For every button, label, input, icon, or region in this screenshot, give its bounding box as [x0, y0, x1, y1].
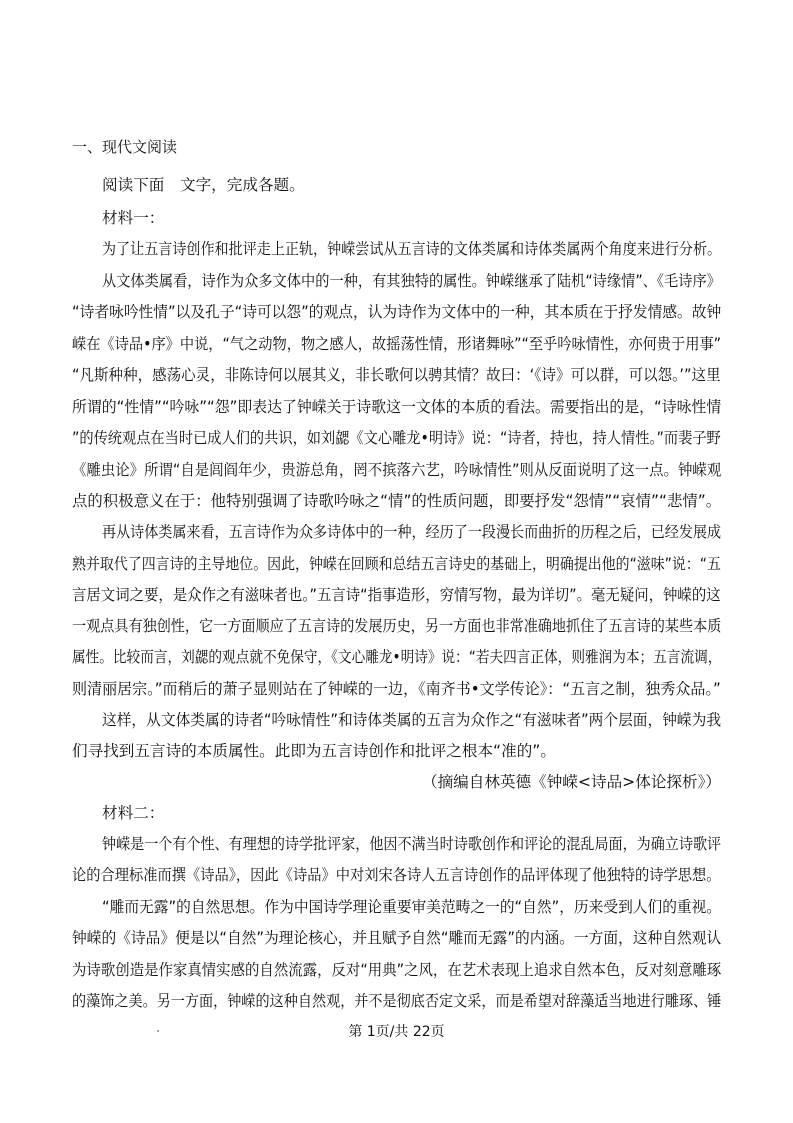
source-citation: （摘编自林英德《钟嵘<诗品>体论探析》） [421, 773, 721, 791]
paragraph-line: “雕而无露”的自然思想。作为中国诗学理论重要审美范畴之一的“自然”，历来受到人们的重视。 [102, 898, 722, 916]
paragraph-line: 这样，从文体类属的诗者“吟咏情性”和诗体类属的五言为众作之“有滋味者”两个层面，钟嵘为我 [102, 711, 722, 729]
paragraph-line: 论的合理标准而撰《诗品》，因此《诗品》中对刘宋各诗人五言诗创作的品评体现了他独特的诗学思想。 [72, 866, 721, 884]
paragraph-line: 《雕虫论》所谓“自是闾阎年少，贵游总角，罔不摈落六艺，吟咏情性”则从反面说明了这一点。钟嵘观 [72, 461, 722, 479]
paragraph-line: 为诗歌创造是作家真情实感的自然流露，反对“用典”之风，在艺术表现上追求自然本色，反对刻意雕琢 [72, 961, 722, 979]
paragraph-line: ”的传统观点在当时已成人们的共识，如刘勰《文心雕龙•明诗》说：“诗者，持也，持人情性。”而裴子野 [72, 429, 721, 447]
paragraph-line: 钟嵘是一个有个性、有理想的诗学批评家，他因不满当时诗歌创作和评论的混乱局面，为确立诗歌评 [102, 835, 722, 853]
paragraph-line: “诗者咏吟性情”以及孔子“诗可以怨”的观点，认为诗作为文体中的一种，其本质在于抒发情感。故钟 [72, 303, 722, 321]
paragraph-line: 再从诗体类属来看，五言诗作为众多诗体中的一种，经历了一段漫长而曲折的历程之后，已经发展成 [102, 523, 722, 541]
material-one-label: 材料一： [102, 209, 165, 227]
paragraph-line: 为了让五言诗创作和批评走上正轨，钟嵘尝试从五言诗的文体类属和诗体类属两个角度来进行分析。 [102, 240, 722, 258]
paragraph-line: 一观点具有独创性，它一方面顺应了五言诗的发展历史，另一方面也非常准确地抓住了五言诗的某些本质 [72, 617, 722, 635]
paragraph-line: 属性。比较而言，刘勰的观点就不免保守，《文心雕龙•明诗》说：“若夫四言正体，则雅润为本；五言流调， [72, 648, 722, 666]
section-heading: 一、现代文阅读 [72, 138, 178, 156]
paragraph-line: 嵘在《诗品•序》中说，“气之动物，物之感人，故摇荡性情，形诸舞咏”“至乎吟咏情性，亦何贵于用事” [72, 335, 722, 353]
paragraph-line: 的藻饰之美。另一方面，钟嵘的这种自然观，并不是彻底否定文采，而是希望对辞藻适当地进行雕琢、锤 [72, 992, 722, 1010]
paragraph-line: 所谓的“性情”“吟咏”“怨”即表达了钟嵘关于诗歌这一文体的本质的看法。需要指出的是，“诗咏性情 [72, 398, 722, 416]
paragraph-line: 则清丽居宗。”而稍后的萧子显则站在了钟嵘的一边，《南齐书•文学传论》：“五言之制，独秀众品。” [72, 680, 721, 698]
page-footer: 第 1页/共 22页 [348, 1024, 445, 1040]
paragraph-line: 钟嵘的《诗品》便是以“自然”为理论核心，并且赋予自然“雕而无露”的内涵。一方面，这种自然观认 [72, 929, 722, 947]
paragraph-line: “凡斯种种，感荡心灵，非陈诗何以展其义，非长歌何以骋其情？故曰：‘《诗》可以群，可以怨。’”这里 [72, 366, 721, 384]
paragraph-line: 熟并取代了四言诗的主导地位。因此，钟嵘在回顾和总结五言诗史的基础上，明确提出他的“滋味”说：“五 [72, 555, 721, 573]
paragraph-line: 从文体类属看，诗作为众多文体中的一种，有其独特的属性。钟嵘继承了陆机“诗缘情”、《毛诗序》 [102, 272, 721, 290]
material-two-label: 材料二： [102, 804, 165, 822]
paragraph-line: 言居文词之要，是众作之有滋味者也。”五言诗“指事造形，穷情写物，最为详切”。毫无疑问，钟嵘的这 [72, 586, 721, 604]
instruction-text: 阅读下面 文字，完成各题。 [102, 176, 305, 194]
paragraph-line: 们寻找到五言诗的本质属性。此即为五言诗创作和批评之根本“准的”。 [72, 742, 556, 760]
paragraph-line: 点的积极意义在于：他特别强调了诗歌吟咏之“情”的性质问题，即要抒发“怨情”“哀情”“悲情”。 [72, 492, 722, 510]
